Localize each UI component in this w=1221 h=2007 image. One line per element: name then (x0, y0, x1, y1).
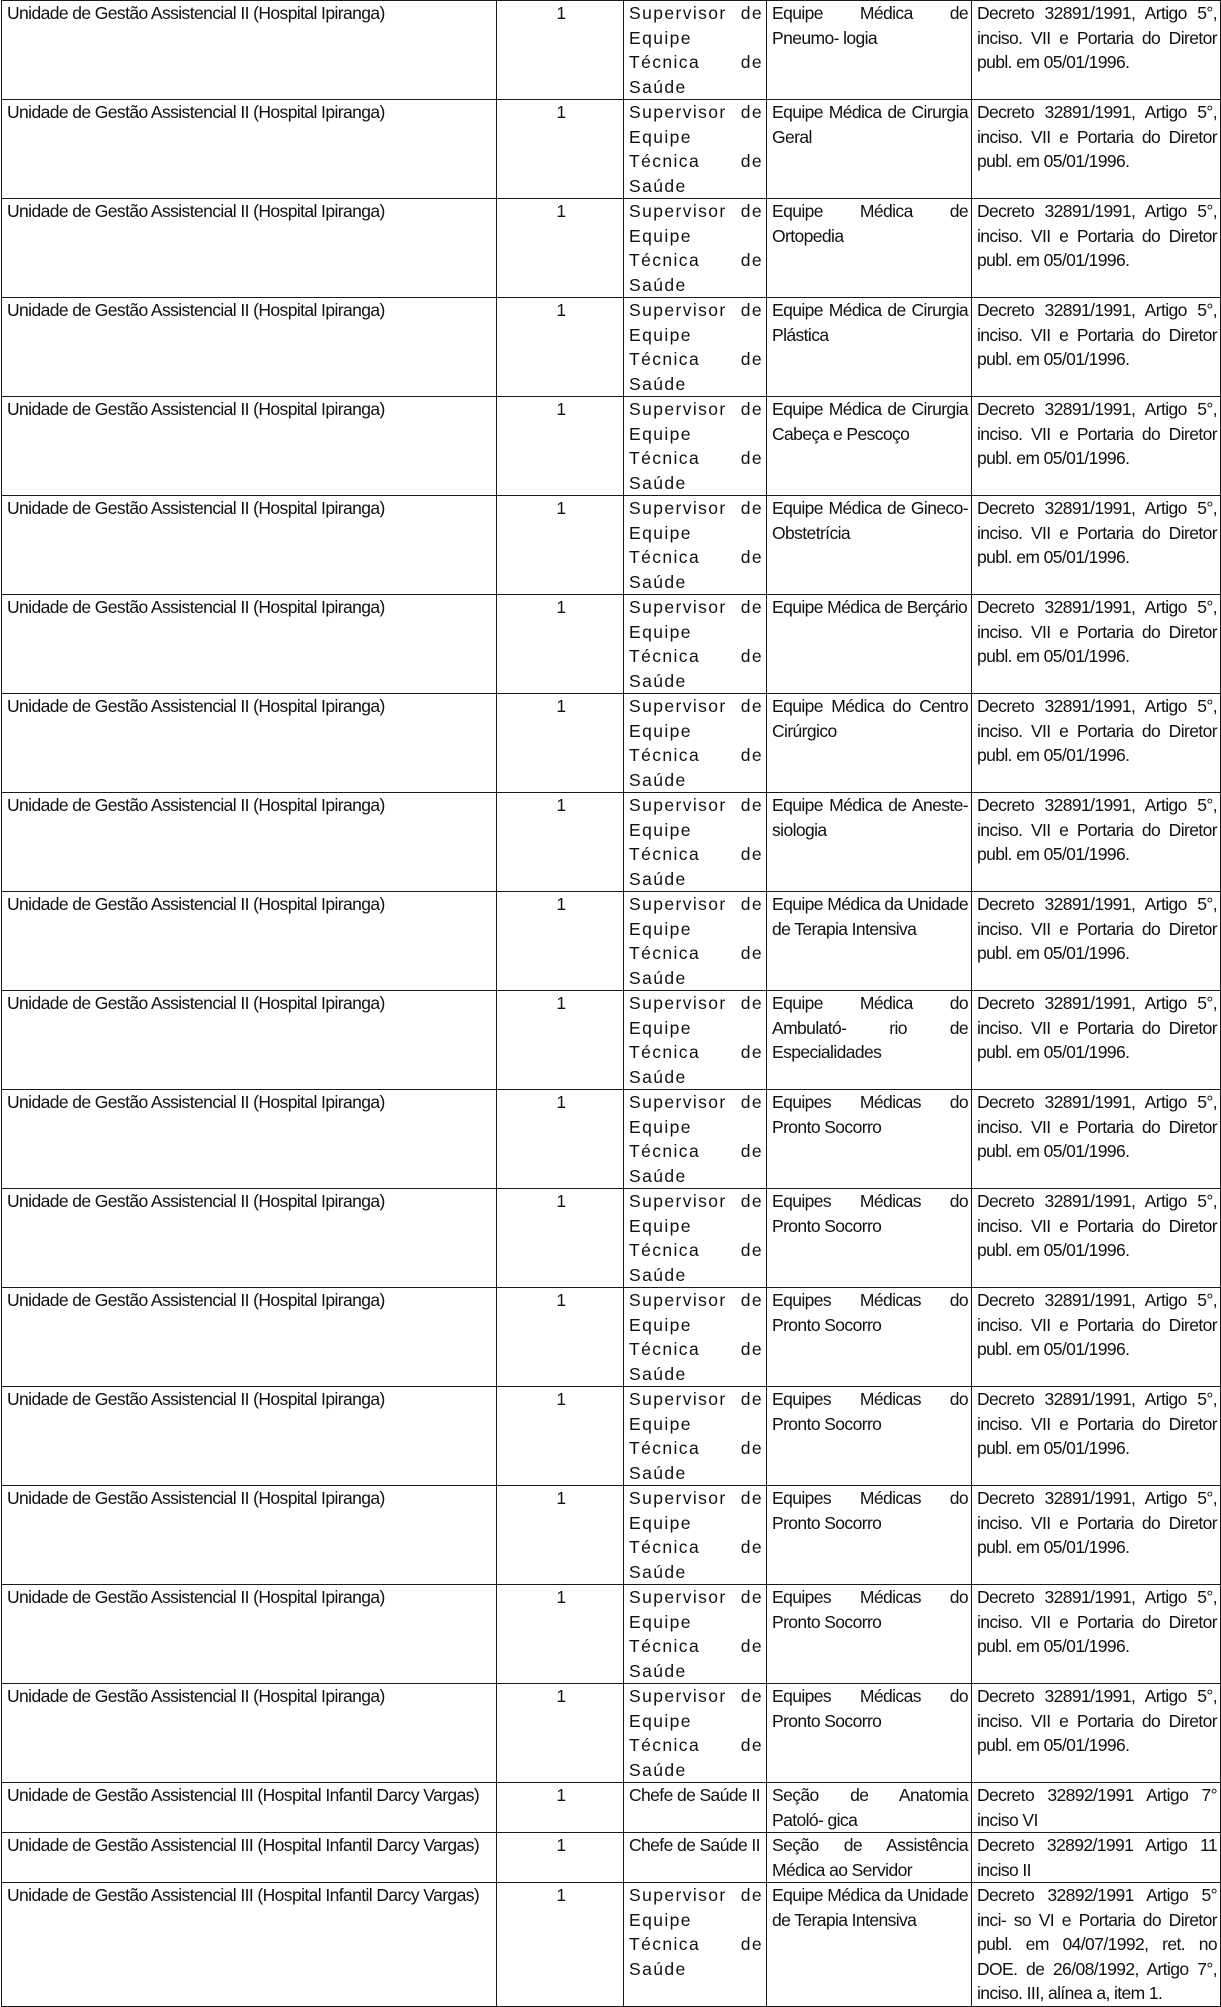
table-row (2, 298, 1221, 397)
legal-basis-cell: Decreto 32891/1991, Artigo 5°, inciso. VII e Portaria do Diretor publ. em 05/01/1996. (972, 1387, 1221, 1486)
team-cell: Equipe Médica de Pneumo- logia (767, 1, 972, 100)
table-row (2, 1833, 1221, 1883)
role-cell: Chefe de Saúde II (624, 1783, 767, 1833)
unit-cell: Unidade de Gestão Assistencial II (Hospital Ipiranga) (2, 397, 497, 496)
quantity-cell: 1 (497, 298, 624, 397)
role-cell: Supervisor de Equipe Técnica de Saúde (624, 892, 767, 991)
team-cell: Seção de Anatomia Patoló- gica (767, 1783, 972, 1833)
legal-basis-cell: Decreto 32891/1991, Artigo 5°, inciso. VII e Portaria do Diretor publ. em 05/01/1996. (972, 595, 1221, 694)
legal-basis-cell: Decreto 32891/1991, Artigo 5°, inciso. VII e Portaria do Diretor publ. em 05/01/1996. (972, 991, 1221, 1090)
table-row (2, 1288, 1221, 1387)
legal-basis-cell: Decreto 32891/1991, Artigo 5°, inciso. VII e Portaria do Diretor publ. em 05/01/1996. (972, 1288, 1221, 1387)
table-row (2, 100, 1221, 199)
legal-basis-cell: Decreto 32891/1991, Artigo 5°, inciso. VII e Portaria do Diretor publ. em 05/01/1996. (972, 1486, 1221, 1585)
legal-basis-cell: Decreto 32891/1991, Artigo 5°, inciso. VII e Portaria do Diretor publ. em 05/01/1996. (972, 1, 1221, 100)
team-cell: Equipe Médica da Unidade de Terapia Intensiva (767, 1883, 972, 2007)
quantity-cell: 1 (497, 991, 624, 1090)
unit-cell: Unidade de Gestão Assistencial III (Hospital Infantil Darcy Vargas) (2, 1883, 497, 2007)
role-cell: Supervisor de Equipe Técnica de Saúde (624, 1585, 767, 1684)
quantity-cell: 1 (497, 1684, 624, 1783)
unit-cell: Unidade de Gestão Assistencial II (Hospital Ipiranga) (2, 694, 497, 793)
unit-cell: Unidade de Gestão Assistencial II (Hospital Ipiranga) (2, 1288, 497, 1387)
role-cell: Supervisor de Equipe Técnica de Saúde (624, 1, 767, 100)
legal-basis-cell: Decreto 32892/1991 Artigo 5° inci- so VI e Portaria do Diretor publ. em 04/07/1992, ret. no DOE. de 26/08/1992, Artigo 7°, inciso. III, alínea a, item 1. (972, 1883, 1221, 2007)
team-cell: Equipe Médica do Centro Cirúrgico (767, 694, 972, 793)
team-cell: Seção de Assistência Médica ao Servidor (767, 1833, 972, 1883)
role-cell: Supervisor de Equipe Técnica de Saúde (624, 298, 767, 397)
quantity-cell: 1 (497, 397, 624, 496)
team-cell: Equipes Médicas do Pronto Socorro (767, 1387, 972, 1486)
team-cell: Equipe Médica de Cirurgia Cabeça e Pescoço (767, 397, 972, 496)
legal-basis-cell: Decreto 32891/1991, Artigo 5°, inciso. VII e Portaria do Diretor publ. em 05/01/1996. (972, 1684, 1221, 1783)
role-cell: Supervisor de Equipe Técnica de Saúde (624, 694, 767, 793)
team-cell: Equipe Médica da Unidade de Terapia Intensiva (767, 892, 972, 991)
team-cell: Equipes Médicas do Pronto Socorro (767, 1486, 972, 1585)
unit-cell: Unidade de Gestão Assistencial II (Hospital Ipiranga) (2, 1585, 497, 1684)
unit-cell: Unidade de Gestão Assistencial II (Hospital Ipiranga) (2, 793, 497, 892)
legal-basis-cell: Decreto 32891/1991, Artigo 5°, inciso. VII e Portaria do Diretor publ. em 05/01/1996. (972, 298, 1221, 397)
unit-cell: Unidade de Gestão Assistencial II (Hospital Ipiranga) (2, 199, 497, 298)
legal-basis-cell: Decreto 32891/1991, Artigo 5°, inciso. VII e Portaria do Diretor publ. em 05/01/1996. (972, 793, 1221, 892)
team-cell: Equipes Médicas do Pronto Socorro (767, 1189, 972, 1288)
quantity-cell: 1 (497, 1486, 624, 1585)
quantity-cell: 1 (497, 1189, 624, 1288)
table-row (2, 1486, 1221, 1585)
table-row (2, 199, 1221, 298)
table-row (2, 1783, 1221, 1833)
role-cell: Supervisor de Equipe Técnica de Saúde (624, 1090, 767, 1189)
team-cell: Equipe Médica de Cirurgia Geral (767, 100, 972, 199)
table-row (2, 1090, 1221, 1189)
table-row (2, 991, 1221, 1090)
quantity-cell: 1 (497, 793, 624, 892)
unit-cell: Unidade de Gestão Assistencial II (Hospital Ipiranga) (2, 1189, 497, 1288)
quantity-cell: 1 (497, 1387, 624, 1486)
legal-basis-cell: Decreto 32891/1991, Artigo 5°, inciso. VII e Portaria do Diretor publ. em 05/01/1996. (972, 694, 1221, 793)
team-cell: Equipe Médica de Aneste- siologia (767, 793, 972, 892)
table-row (2, 694, 1221, 793)
unit-cell: Unidade de Gestão Assistencial II (Hospital Ipiranga) (2, 1684, 497, 1783)
quantity-cell: 1 (497, 1833, 624, 1883)
table-row (2, 1684, 1221, 1783)
quantity-cell: 1 (497, 1585, 624, 1684)
unit-cell: Unidade de Gestão Assistencial II (Hospital Ipiranga) (2, 991, 497, 1090)
role-cell: Supervisor de Equipe Técnica de Saúde (624, 397, 767, 496)
quantity-cell: 1 (497, 100, 624, 199)
quantity-cell: 1 (497, 1090, 624, 1189)
legal-basis-cell: Decreto 32891/1991, Artigo 5°, inciso. VII e Portaria do Diretor publ. em 05/01/1996. (972, 496, 1221, 595)
legal-basis-cell: Decreto 32891/1991, Artigo 5°, inciso. VII e Portaria do Diretor publ. em 05/01/1996. (972, 892, 1221, 991)
unit-cell: Unidade de Gestão Assistencial II (Hospital Ipiranga) (2, 892, 497, 991)
legal-basis-cell: Decreto 32891/1991, Artigo 5°, inciso. VII e Portaria do Diretor publ. em 05/01/1996. (972, 1585, 1221, 1684)
role-cell: Supervisor de Equipe Técnica de Saúde (624, 1189, 767, 1288)
table-row (2, 793, 1221, 892)
role-cell: Supervisor de Equipe Técnica de Saúde (624, 1288, 767, 1387)
role-cell: Supervisor de Equipe Técnica de Saúde (624, 100, 767, 199)
role-cell: Chefe de Saúde II (624, 1833, 767, 1883)
legal-basis-cell: Decreto 32892/1991 Artigo 7° inciso VI (972, 1783, 1221, 1833)
role-cell: Supervisor de Equipe Técnica de Saúde (624, 1486, 767, 1585)
unit-cell: Unidade de Gestão Assistencial II (Hospital Ipiranga) (2, 1387, 497, 1486)
legal-basis-cell: Decreto 32891/1991, Artigo 5°, inciso. VII e Portaria do Diretor publ. em 05/01/1996. (972, 1090, 1221, 1189)
unit-cell: Unidade de Gestão Assistencial II (Hospital Ipiranga) (2, 298, 497, 397)
table-row (2, 892, 1221, 991)
legal-basis-cell: Decreto 32892/1991 Artigo 11 inciso II (972, 1833, 1221, 1883)
team-cell: Equipes Médicas do Pronto Socorro (767, 1585, 972, 1684)
unit-cell: Unidade de Gestão Assistencial II (Hospital Ipiranga) (2, 1, 497, 100)
table-row (2, 1, 1221, 100)
team-cell: Equipe Médica de Berçário (767, 595, 972, 694)
team-cell: Equipes Médicas do Pronto Socorro (767, 1684, 972, 1783)
nominations-table (1, 0, 1221, 2007)
quantity-cell: 1 (497, 1, 624, 100)
quantity-cell: 1 (497, 1783, 624, 1833)
quantity-cell: 1 (497, 1288, 624, 1387)
quantity-cell: 1 (497, 595, 624, 694)
role-cell: Supervisor de Equipe Técnica de Saúde (624, 793, 767, 892)
table-row (2, 1585, 1221, 1684)
role-cell: Supervisor de Equipe Técnica de Saúde (624, 991, 767, 1090)
legal-basis-cell: Decreto 32891/1991, Artigo 5°, inciso. VII e Portaria do Diretor publ. em 05/01/1996. (972, 100, 1221, 199)
role-cell: Supervisor de Equipe Técnica de Saúde (624, 199, 767, 298)
role-cell: Supervisor de Equipe Técnica de Saúde (624, 1387, 767, 1486)
unit-cell: Unidade de Gestão Assistencial II (Hospital Ipiranga) (2, 1486, 497, 1585)
table-row (2, 595, 1221, 694)
team-cell: Equipes Médicas do Pronto Socorro (767, 1288, 972, 1387)
legal-basis-cell: Decreto 32891/1991, Artigo 5°, inciso. VII e Portaria do Diretor publ. em 05/01/1996. (972, 199, 1221, 298)
table-row (2, 1883, 1221, 2007)
role-cell: Supervisor de Equipe Técnica de Saúde (624, 595, 767, 694)
team-cell: Equipe Médica de Ortopedia (767, 199, 972, 298)
quantity-cell: 1 (497, 496, 624, 595)
unit-cell: Unidade de Gestão Assistencial II (Hospital Ipiranga) (2, 496, 497, 595)
quantity-cell: 1 (497, 694, 624, 793)
unit-cell: Unidade de Gestão Assistencial II (Hospital Ipiranga) (2, 100, 497, 199)
table-row (2, 1189, 1221, 1288)
legal-basis-cell: Decreto 32891/1991, Artigo 5°, inciso. VII e Portaria do Diretor publ. em 05/01/1996. (972, 397, 1221, 496)
table-row (2, 397, 1221, 496)
quantity-cell: 1 (497, 1883, 624, 2007)
quantity-cell: 1 (497, 199, 624, 298)
team-cell: Equipe Médica de Cirurgia Plástica (767, 298, 972, 397)
quantity-cell: 1 (497, 892, 624, 991)
unit-cell: Unidade de Gestão Assistencial II (Hospital Ipiranga) (2, 1090, 497, 1189)
unit-cell: Unidade de Gestão Assistencial III (Hospital Infantil Darcy Vargas) (2, 1833, 497, 1883)
team-cell: Equipe Médica de Gineco- Obstetrícia (767, 496, 972, 595)
team-cell: Equipes Médicas do Pronto Socorro (767, 1090, 972, 1189)
unit-cell: Unidade de Gestão Assistencial III (Hospital Infantil Darcy Vargas) (2, 1783, 497, 1833)
unit-cell: Unidade de Gestão Assistencial II (Hospital Ipiranga) (2, 595, 497, 694)
role-cell: Supervisor de Equipe Técnica de Saúde (624, 1883, 767, 2007)
table-row (2, 1387, 1221, 1486)
table-row (2, 496, 1221, 595)
team-cell: Equipe Médica do Ambulató- rio de Especialidades (767, 991, 972, 1090)
legal-basis-cell: Decreto 32891/1991, Artigo 5°, inciso. VII e Portaria do Diretor publ. em 05/01/1996. (972, 1189, 1221, 1288)
role-cell: Supervisor de Equipe Técnica de Saúde (624, 496, 767, 595)
role-cell: Supervisor de Equipe Técnica de Saúde (624, 1684, 767, 1783)
